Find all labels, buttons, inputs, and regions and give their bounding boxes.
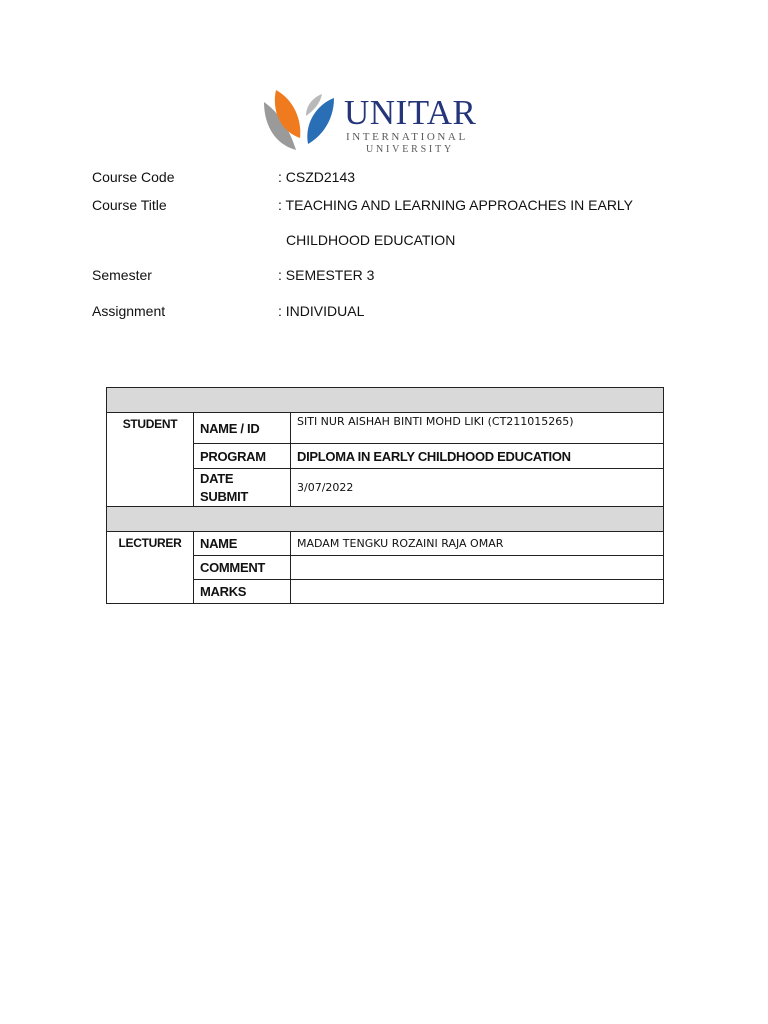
table-row xyxy=(107,413,664,444)
date-label-line1: DATE xyxy=(200,470,234,486)
date-submit-value: 3/07/2022 xyxy=(291,469,664,507)
unitar-logo xyxy=(262,86,492,156)
logo-line2: UNIVERSITY xyxy=(366,144,454,155)
logo-name: UNITAR xyxy=(344,93,477,132)
course-code-label: Course Code xyxy=(92,169,175,185)
student-header-band xyxy=(107,388,664,413)
lecturer-name-label: NAME xyxy=(194,532,291,556)
program-label: PROGRAM xyxy=(194,444,291,469)
course-code-value: : CSZD2143 xyxy=(278,169,356,185)
marks-value xyxy=(291,580,664,604)
lecturer-section-label: LECTURER xyxy=(107,532,194,604)
assignment-value: : INDIVIDUAL xyxy=(278,303,365,319)
date-label-line2: SUBMIT xyxy=(200,488,249,504)
table-row xyxy=(107,532,664,556)
date-submit-label xyxy=(194,469,291,507)
comment-label: COMMENT xyxy=(194,556,291,580)
course-title-label: Course Title xyxy=(92,197,167,213)
name-id-label: NAME / ID xyxy=(194,413,291,444)
semester-label: Semester xyxy=(92,267,152,283)
logo-line1: INTERNATIONAL xyxy=(346,131,468,143)
lecturer-name-value: MADAM TENGKU ROZAINI RAJA OMAR xyxy=(291,532,664,556)
assignment-label: Assignment xyxy=(92,303,166,319)
semester-value: : SEMESTER 3 xyxy=(278,267,375,283)
lecturer-header-band xyxy=(107,507,664,532)
student-section-label: STUDENT xyxy=(107,413,194,507)
course-title-value-line1: : TEACHING AND LEARNING APPROACHES IN EARLY xyxy=(278,197,634,213)
cover-table xyxy=(106,387,664,604)
course-title-value-line2: CHILDHOOD EDUCATION xyxy=(286,232,456,248)
comment-value xyxy=(291,556,664,580)
name-id-value: SITI NUR AISHAH BINTI MOHD LIKI (CT211015265) xyxy=(291,413,664,444)
program-value: DIPLOMA IN EARLY CHILDHOOD EDUCATION xyxy=(291,444,664,469)
marks-label: MARKS xyxy=(194,580,291,604)
